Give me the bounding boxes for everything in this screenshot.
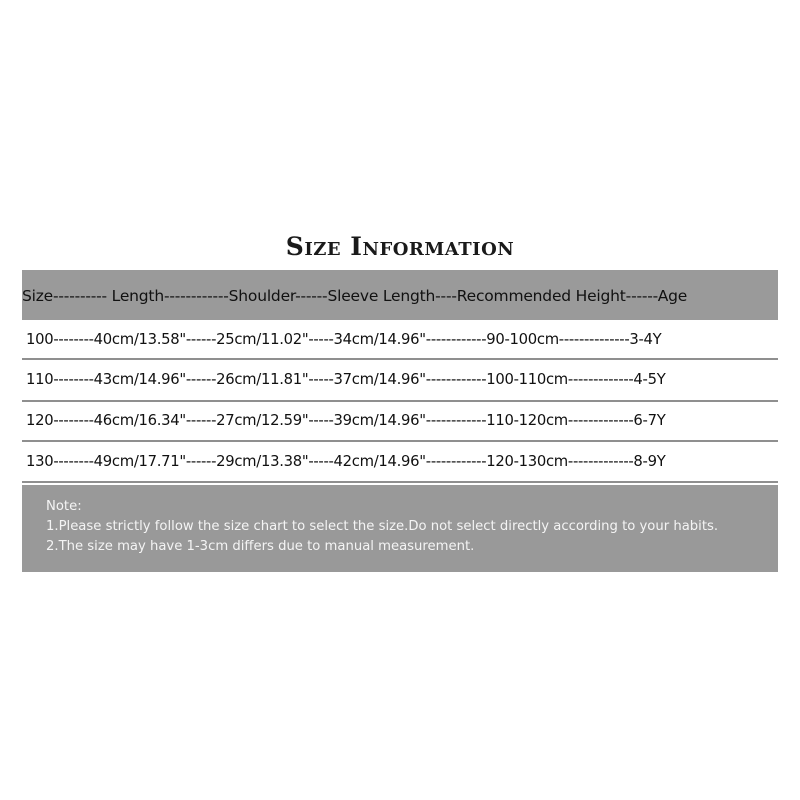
note-heading: Note: [46,499,82,514]
table-header: Size---------- Length------------Shoulder------Sleeve Length----Recommended Height------Age [22,287,688,305]
table-row: 130--------49cm/17.71"------29cm/13.38"-----42cm/14.96"------------120-130cm-------------8-9Y [26,453,666,470]
page-title: Size Information [285,232,515,261]
row-divider [22,440,778,442]
table-row: 120--------46cm/16.34"------27cm/12.59"-----39cm/14.96"------------110-120cm-------------6-7Y [26,412,666,429]
table-row: 110--------43cm/14.96"------26cm/11.81"-----37cm/14.96"------------100-110cm-------------4-5Y [26,371,666,388]
row-divider [22,358,778,360]
table-row: 100--------40cm/13.58"------25cm/11.02"-----34cm/14.96"------------90-100cm--------------3-4Y [26,331,662,348]
note-line-1: 1.Please strictly follow the size chart to select the size.Do not select directly according to your habits. [46,519,719,534]
row-divider [22,481,778,483]
row-divider [22,400,778,402]
note-line-2: 2.The size may have 1-3cm differs due to manual measurement. [46,539,475,554]
